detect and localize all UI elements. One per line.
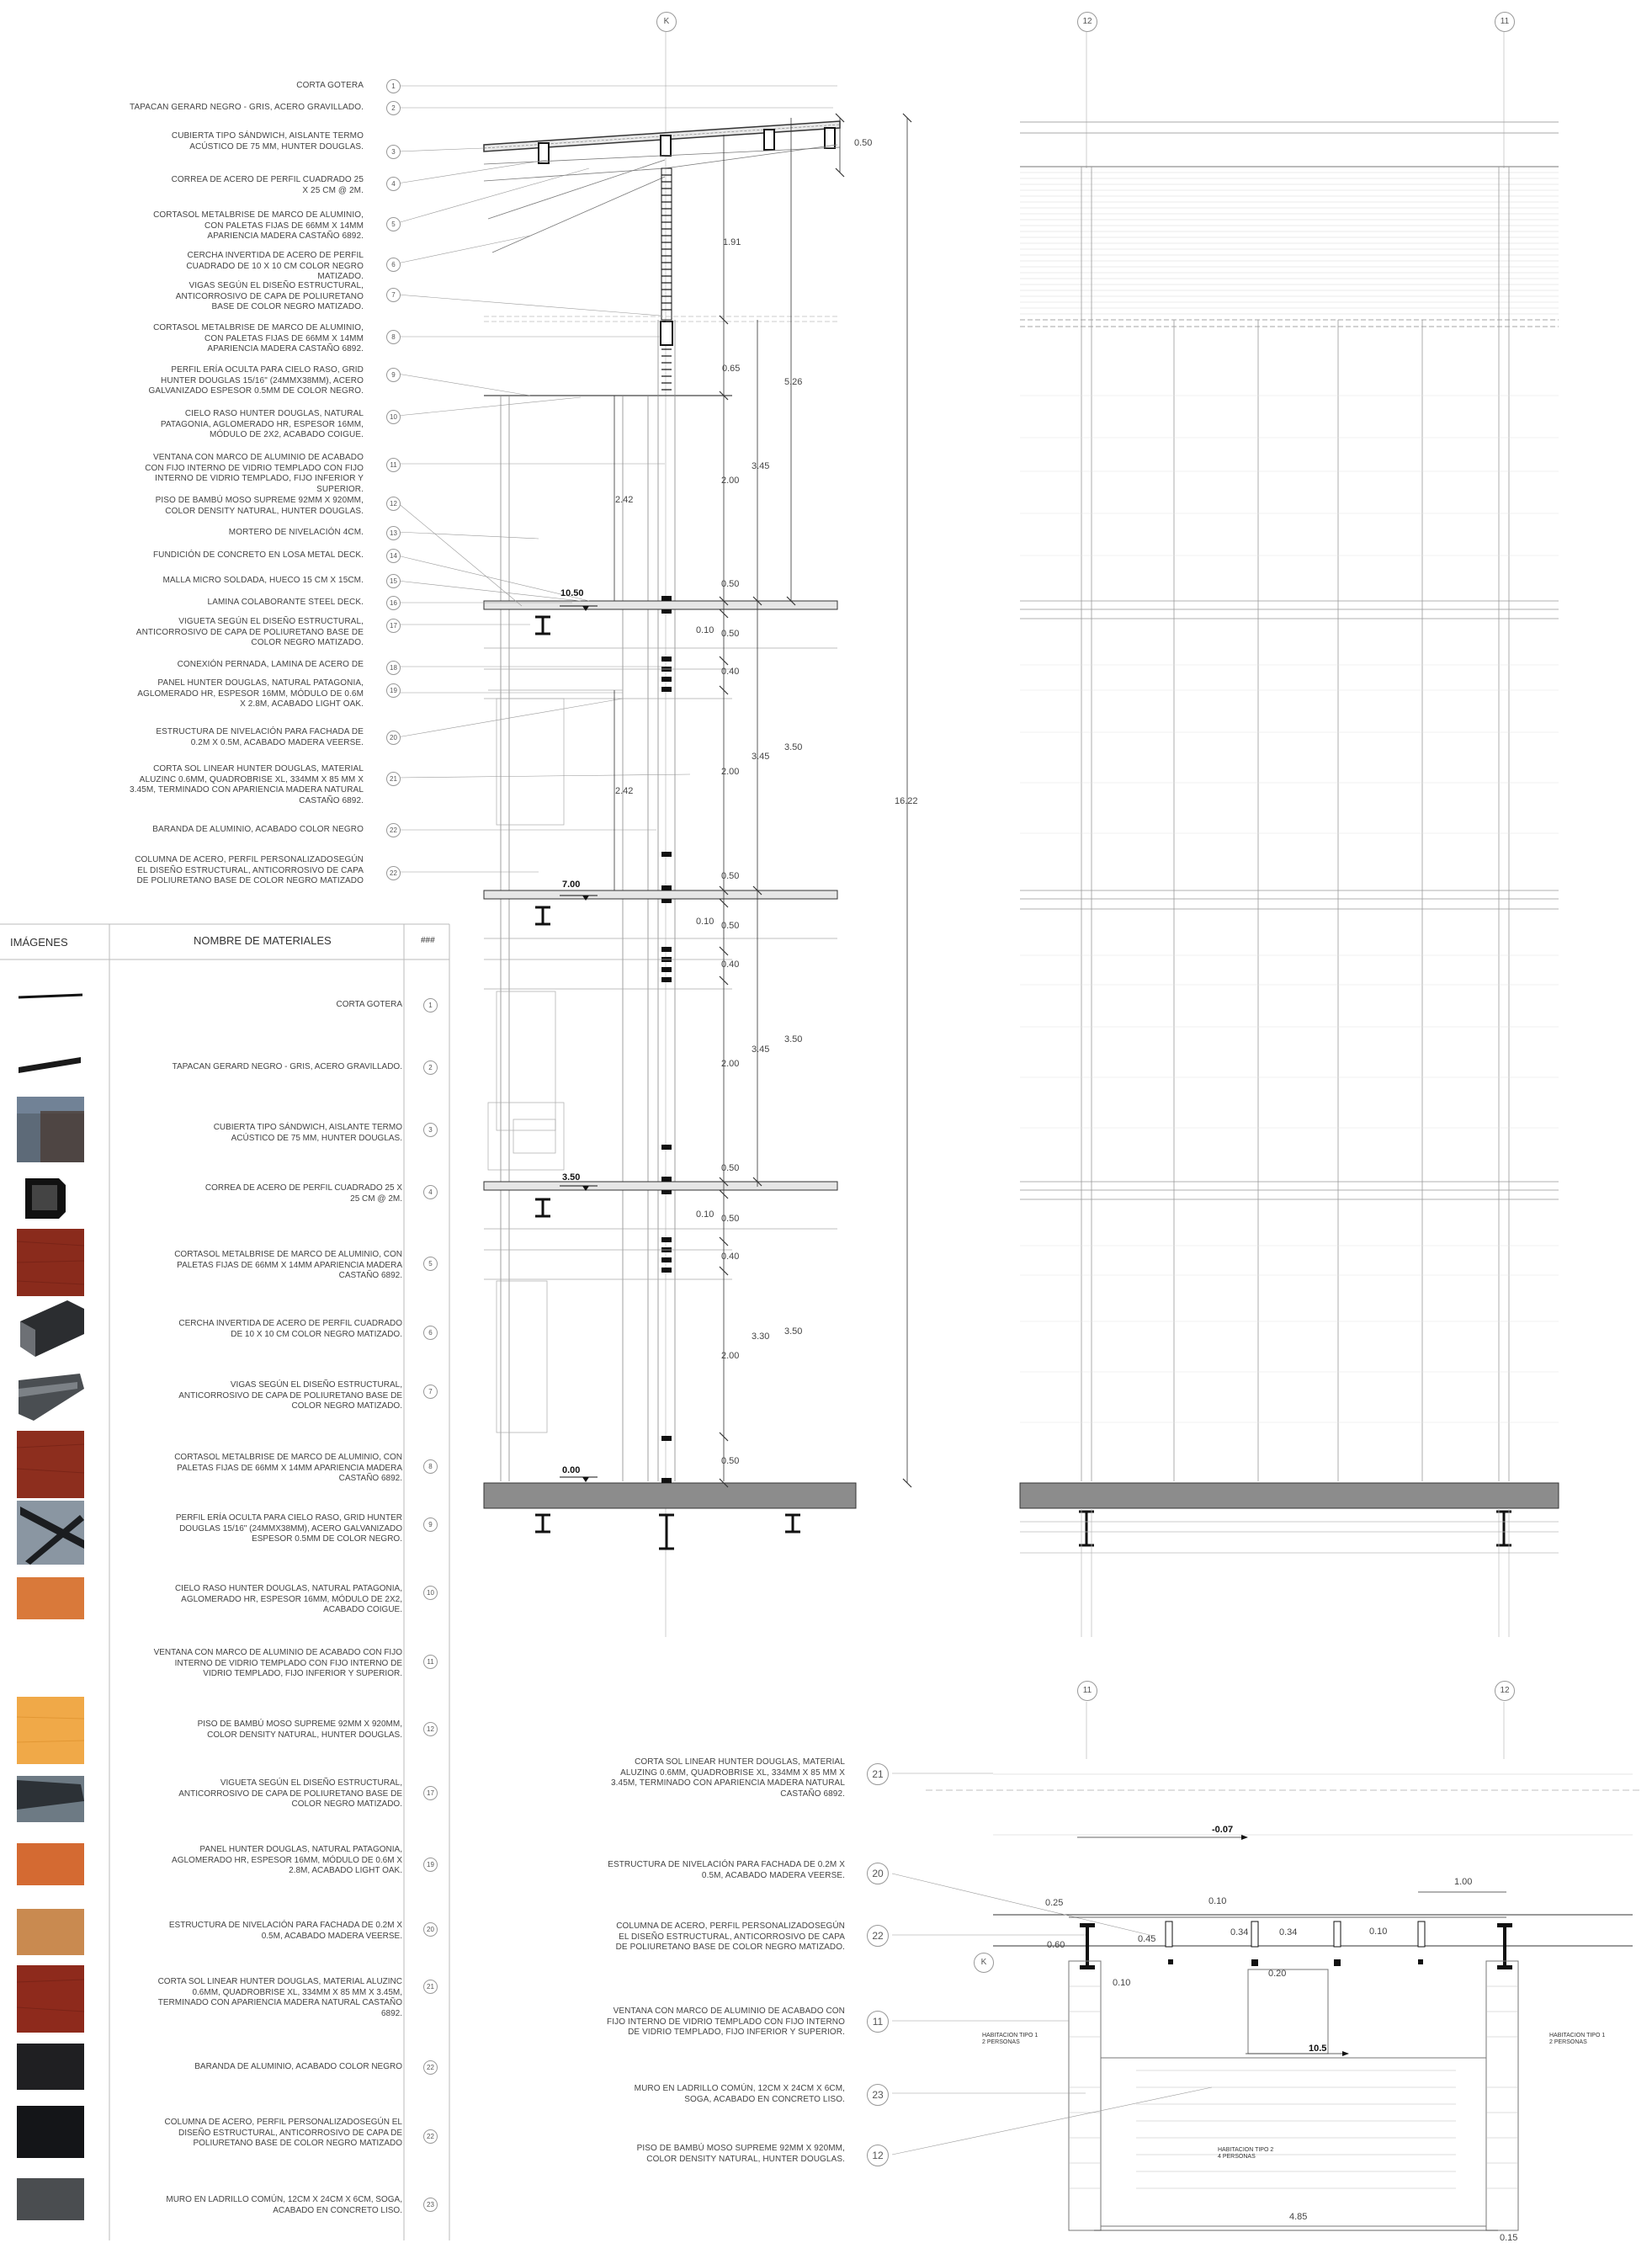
section-note-12: PISO DE BAMBÚ MOSO SUPREME 92MM X 920MM, COLOR DENSITY NATURAL, HUNTER DOUGLAS. — [155, 496, 364, 516]
plan-note-number: 12 — [867, 2145, 889, 2166]
dim-1-91: 1.91 — [723, 237, 741, 247]
section-note-number: 14 — [386, 549, 401, 563]
table-row-number: 10 — [423, 1586, 438, 1600]
table-row-text: TAPACAN GERARD NEGRO - GRIS, ACERO GRAVILLADO. — [172, 1062, 402, 1071]
section-note-21: CORTA SOL LINEAR HUNTER DOUGLAS, MATERIAL ALUZINC 0.6MM, QUADROBRISE XL, 334MM X 85 MM X 3.45M, TERMINADO CON APARIENCIA MADERA NATURAL CASTAÑO 6892. — [130, 764, 364, 805]
plan-level-neg: -0.07 — [1212, 1825, 1234, 1835]
table-row-text: PISO DE BAMBÚ MOSO SUPREME 92MM X 920MM, COLOR DENSITY NATURAL, HUNTER DOUGLAS. — [197, 1719, 402, 1740]
table-row-number: 12 — [423, 1722, 438, 1736]
plan-dim-0-10-c: 0.10 — [1113, 1978, 1131, 1988]
section-note-number: 13 — [386, 526, 401, 540]
section-note-6: CERCHA INVERTIDA DE ACERO DE PERFIL CUADRADO DE 10 X 10 CM COLOR NEGRO MATIZADO. — [186, 251, 364, 281]
section-note-number: 22 — [386, 866, 401, 880]
section-note-19: PANEL HUNTER DOUGLAS, NATURAL PATAGONIA, AGLOMERADO HR, ESPESOR 16MM, MÓDULO DE 0.6M X 2.8M, ACABADO LIGHT OAK. — [137, 678, 364, 709]
table-row-number: 11 — [423, 1655, 438, 1669]
room-label-left: HABITACION TIPO 1 2 PERSONAS — [982, 2033, 1038, 2045]
room-label-bottom: HABITACION TIPO 2 4 PERSONAS — [1218, 2147, 1274, 2160]
floor-slabs — [484, 601, 856, 1508]
dim-0-50-e: 0.50 — [721, 1163, 740, 1173]
table-row-text: CERCHA INVERTIDA DE ACERO DE PERFIL CUADRADO DE 10 X 10 CM COLOR NEGRO MATIZADO. — [178, 1319, 402, 1339]
section-note-number: 5 — [386, 217, 401, 231]
table-header-number: ### — [421, 936, 435, 945]
table-row-text: CORTASOL METALBRISE DE MARCO DE ALUMINIO, CON PALETAS FIJAS DE 66MM X 14MM APARIENCIA MADERA CASTAÑO 6892. — [174, 1250, 402, 1280]
dim-2-00-b: 2.00 — [721, 767, 740, 777]
section-note-number: 10 — [386, 410, 401, 424]
section-note-number: 12 — [386, 497, 401, 511]
dim-2-00-c: 2.00 — [721, 1059, 740, 1069]
section-note-number: 7 — [386, 288, 401, 302]
section-note-9: PERFIL ERÍA OCULTA PARA CIELO RASO, GRID HUNTER DOUGLAS 15/16" (24MMX38MM), ACERO GALVANIZADO ESPESOR 0.5MM DE COLOR NEGRO. — [148, 365, 364, 396]
section-note-number: 6 — [386, 258, 401, 272]
section-note-5: CORTASOL METALBRISE DE MARCO DE ALUMINIO, CON PALETAS FIJAS DE 66MM X 14MM APARIENCIA MADERA CASTAÑO 6892. — [153, 210, 364, 241]
dim-3-45-b: 3.45 — [752, 752, 770, 762]
wall-section-drawing — [397, 86, 911, 1549]
level-3-50: 3.50 — [562, 1172, 581, 1183]
dim-5-26: 5.26 — [784, 377, 803, 387]
dim-0-10-c: 0.10 — [696, 1209, 714, 1220]
dim-2-42-b: 2.42 — [615, 786, 634, 796]
room-label-right: HABITACION TIPO 1 2 PERSONAS — [1549, 2033, 1606, 2045]
plan-dim-0-10-a: 0.10 — [1208, 1896, 1227, 1906]
dim-2-42-a: 2.42 — [615, 495, 634, 505]
plan-dim-0-60: 0.60 — [1047, 1940, 1065, 1950]
section-note-16: LAMINA COLABORANTE STEEL DECK. — [207, 598, 364, 607]
table-row-text: ESTRUCTURA DE NIVELACIÓN PARA FACHADA DE 0.2M X 0.5M, ACABADO MADERA VEERSE. — [168, 1921, 402, 1941]
table-row-number: 19 — [423, 1858, 438, 1872]
section-note-number: 21 — [386, 772, 401, 786]
material-swatches — [17, 995, 84, 2220]
plan-dim-0-10-b: 0.10 — [1369, 1927, 1388, 1937]
plan-note-number: 20 — [867, 1863, 889, 1884]
table-row-number: 1 — [423, 998, 438, 1013]
table-row-text: VENTANA CON MARCO DE ALUMINIO DE ACABADO CON FIJO INTERNO DE VIDRIO TEMPLADO CON FIJO INTERNO DE VIDRIO TEMPLADO, FIJO INFERIOR Y SUPERIOR. — [153, 1648, 402, 1678]
plan-note-number: 22 — [867, 1925, 889, 1947]
dim-3-50-a: 3.50 — [784, 742, 803, 752]
plan-dim-4-85: 4.85 — [1289, 2212, 1308, 2222]
dim-3-50-c: 3.50 — [784, 1326, 803, 1337]
section-note-number: 17 — [386, 619, 401, 633]
dim-3-30: 3.30 — [752, 1331, 770, 1342]
section-note-18: CONEXIÓN PERNADA, LAMINA DE ACERO DE — [177, 660, 364, 669]
section-note-1: CORTA GOTERA — [296, 81, 364, 90]
section-note-14: FUNDICIÓN DE CONCRETO EN LOSA METAL DECK. — [152, 550, 364, 560]
section-note-8: CORTASOL METALBRISE DE MARCO DE ALUMINIO, CON PALETAS FIJAS DE 66MM X 14MM APARIENCIA MADERA CASTAÑO 6892. — [153, 323, 364, 353]
plan-dim-0-20: 0.20 — [1268, 1969, 1287, 1979]
plan-dim-1-00: 1.00 — [1454, 1877, 1473, 1887]
dim-3-45-a: 3.45 — [752, 461, 770, 471]
level-10-50: 10.50 — [560, 588, 584, 598]
section-note-number: 20 — [386, 731, 401, 745]
table-row-number: 22 — [423, 2129, 438, 2144]
plan-grid-bubble-11: 11 — [1077, 1681, 1097, 1701]
table-header-materials: NOMBRE DE MATERIALES — [194, 934, 332, 947]
table-row-text: PANEL HUNTER DOUGLAS, NATURAL PATAGONIA, AGLOMERADO HR, ESPESOR 16MM, MÓDULO DE 0.6M X 2.8M, ACABADO LIGHT OAK. — [172, 1845, 402, 1875]
section-note-number: 16 — [386, 596, 401, 610]
level-0-00: 0.00 — [562, 1465, 581, 1475]
table-row-number: 4 — [423, 1185, 438, 1199]
plan-note-11: VENTANA CON MARCO DE ALUMINIO DE ACABADO CON FIJO INTERNO DE VIDRIO TEMPLADO CON FIJO INTERNO DE VIDRIO TEMPLADO, FIJO INFERIOR Y SUPERIOR. — [607, 2006, 845, 2037]
section-note-17: VIGUETA SEGÚN EL DISEÑO ESTRUCTURAL, ANTICORROSIVO DE CAPA DE POLIURETANO BASE DE COLOR NEGRO MATIZADO. — [135, 617, 364, 647]
plan-dim-0-34-b: 0.34 — [1279, 1927, 1298, 1937]
dim-roof: 0.50 — [854, 138, 873, 148]
section-note-number: 9 — [386, 368, 401, 382]
table-row-text: CORTA GOTERA — [336, 1000, 402, 1009]
section-note-13: MORTERO DE NIVELACIÓN 4CM. — [228, 528, 364, 537]
table-row-text: CORREA DE ACERO DE PERFIL CUADRADO 25 X 25 CM @ 2M. — [205, 1183, 402, 1204]
plan-dim-0-25: 0.25 — [1045, 1898, 1064, 1908]
dim-0-40-a: 0.40 — [721, 667, 740, 677]
table-row-number: 6 — [423, 1326, 438, 1340]
section-note-15: MALLA MICRO SOLDADA, HUECO 15 CM X 15CM. — [162, 576, 364, 585]
dim-0-50-b: 0.50 — [721, 629, 740, 639]
section-note-2: TAPACAN GERARD NEGRO - GRIS, ACERO GRAVILLADO. — [130, 103, 364, 112]
plan-note-22: COLUMNA DE ACERO, PERFIL PERSONALIZADOSEGÚN EL DISEÑO ESTRUCTURAL, ANTICORROSIVO DE CAPA DE POLIURETANO BASE DE COLOR NEGRO MATIZADO. — [615, 1921, 845, 1952]
section-note-number: 15 — [386, 574, 401, 588]
dim-0-50-g: 0.50 — [721, 1456, 740, 1466]
section-note-3: CUBIERTA TIPO SÁNDWICH, AISLANTE TERMO ACÚSTICO DE 75 MM, HUNTER DOUGLAS. — [171, 131, 364, 151]
dim-0-10-a: 0.10 — [696, 625, 714, 635]
table-row-number: 7 — [423, 1385, 438, 1399]
section-note-22-railing: BARANDA DE ALUMINIO, ACABADO COLOR NEGRO — [152, 825, 364, 834]
dim-16-22: 16.22 — [895, 796, 918, 806]
table-row-number: 21 — [423, 1980, 438, 1994]
table-row-text: PERFIL ERÍA OCULTA PARA CIELO RASO, GRID HUNTER DOUGLAS 15/16" (24MMX38MM), ACERO GALVANIZADO ESPESOR 0.5MM DE COLOR NEGRO. — [175, 1513, 402, 1544]
plan-note-number: 11 — [867, 2011, 889, 2033]
dim-3-45-c: 3.45 — [752, 1044, 770, 1055]
table-row-text: CORTASOL METALBRISE DE MARCO DE ALUMINIO, CON PALETAS FIJAS DE 66MM X 14MM APARIENCIA MADERA CASTAÑO 6892. — [174, 1453, 402, 1483]
section-note-22-column: COLUMNA DE ACERO, PERFIL PERSONALIZADOSEGÚN EL DISEÑO ESTRUCTURAL, ANTICORROSIVO DE CAPA DE POLIURETANO BASE DE COLOR NEGRO MATIZADO — [135, 855, 364, 885]
table-row-number: 23 — [423, 2198, 438, 2212]
section-note-number: 4 — [386, 177, 401, 191]
plan-level-10-5: 10.5 — [1309, 2044, 1327, 2054]
table-row-number: 3 — [423, 1123, 438, 1137]
section-note-number: 11 — [386, 458, 401, 472]
table-row-number: 5 — [423, 1257, 438, 1271]
table-row-text: CUBIERTA TIPO SÁNDWICH, AISLANTE TERMO ACÚSTICO DE 75 MM, HUNTER DOUGLAS. — [213, 1123, 402, 1143]
grid-axis-bubble-11: 11 — [1495, 12, 1515, 32]
table-row-number: 8 — [423, 1459, 438, 1474]
plan-dim-0-45: 0.45 — [1138, 1934, 1156, 1944]
table-row-text: VIGUETA SEGÚN EL DISEÑO ESTRUCTURAL, ANTICORROSIVO DE CAPA DE POLIURETANO BASE DE COLOR NEGRO MATIZADO. — [178, 1778, 402, 1809]
section-note-number: 22 — [386, 823, 401, 837]
section-note-number: 8 — [386, 330, 401, 344]
table-row-number: 17 — [423, 1786, 438, 1800]
dim-0-65: 0.65 — [722, 364, 741, 374]
plan-grid-bubble-12: 12 — [1495, 1681, 1515, 1701]
section-note-20: ESTRUCTURA DE NIVELACIÓN PARA FACHADA DE 0.2M X 0.5M, ACABADO MADERA VEERSE. — [156, 727, 364, 747]
table-row-text: MURO EN LADRILLO COMÚN, 12CM X 24CM X 6CM, SOGA, ACABADO EN CONCRETO LISO. — [166, 2195, 402, 2215]
section-note-number: 2 — [386, 101, 401, 115]
plan-detail-drawing — [892, 1773, 1641, 2230]
dim-0-40-c: 0.40 — [721, 1252, 740, 1262]
plan-note-number: 23 — [867, 2084, 889, 2106]
dim-0-10-b: 0.10 — [696, 917, 714, 927]
dim-0-50-a: 0.50 — [721, 579, 740, 589]
table-row-text: VIGAS SEGÚN EL DISEÑO ESTRUCTURAL, ANTICORROSIVO DE CAPA DE POLIURETANO BASE DE COLOR NEGRO MATIZADO. — [178, 1380, 402, 1411]
grid-axis-bubble-k: K — [656, 12, 677, 32]
section-note-7: VIGAS SEGÚN EL DISEÑO ESTRUCTURAL, ANTICORROSIVO DE CAPA DE POLIURETANO BASE DE COLOR NEGRO MATIZADO. — [175, 281, 364, 311]
plan-dim-0-15: 0.15 — [1500, 2233, 1518, 2243]
plan-note-23: MURO EN LADRILLO COMÚN, 12CM X 24CM X 6CM, SOGA, ACABADO EN CONCRETO LISO. — [634, 2084, 845, 2104]
plan-note-12: PISO DE BAMBÚ MOSO SUPREME 92MM X 920MM, COLOR DENSITY NATURAL, HUNTER DOUGLAS. — [636, 2144, 845, 2164]
dim-2-00-a: 2.00 — [721, 476, 740, 486]
dim-0-50-f: 0.50 — [721, 1214, 740, 1224]
section-note-4: CORREA DE ACERO DE PERFIL CUADRADO 25 X 25 CM @ 2M. — [171, 175, 364, 195]
table-row-number: 9 — [423, 1517, 438, 1532]
section-note-number: 18 — [386, 661, 401, 675]
table-row-text: CIELO RASO HUNTER DOUGLAS, NATURAL PATAGONIA, AGLOMERADO HR, ESPESOR 16MM, MÓDULO DE 2X2, ACABADO COIGUE. — [174, 1584, 402, 1614]
table-row-number: 20 — [423, 1922, 438, 1937]
table-row-text: BARANDA DE ALUMINIO, ACABADO COLOR NEGRO — [194, 2062, 402, 2071]
dim-2-00-d: 2.00 — [721, 1351, 740, 1361]
section-note-11: VENTANA CON MARCO DE ALUMINIO DE ACABADO CON FIJO INTERNO DE VIDRIO TEMPLADO CON FIJO INTERNO DE VIDRIO TEMPLADO, FIJO INFERIOR Y SUPERIOR. — [145, 453, 364, 494]
table-header-images: IMÁGENES — [10, 936, 68, 949]
section-note-number: 19 — [386, 683, 401, 698]
table-row-text: CORTA SOL LINEAR HUNTER DOUGLAS, MATERIAL ALUZINC 0.6MM, QUADROBRISE XL, 334MM X 85 MM X 3.45M, TERMINADO CON APARIENCIA MADERA NATURAL CASTAÑO 6892. — [157, 1977, 402, 2018]
plan-grid-bubble-k: K — [974, 1953, 994, 1973]
table-row-text: COLUMNA DE ACERO, PERFIL PERSONALIZADOSEGÚN EL DISEÑO ESTRUCTURAL, ANTICORROSIVO DE CAPA DE POLIURETANO BASE DE COLOR NEGRO MATIZADO — [164, 2118, 402, 2148]
dim-0-50-c: 0.50 — [721, 871, 740, 881]
section-note-10: CIELO RASO HUNTER DOUGLAS, NATURAL PATAGONIA, AGLOMERADO HR, ESPESOR 16MM, MÓDULO DE 2X2, ACABADO COIGUE. — [160, 409, 364, 439]
level-7-00: 7.00 — [562, 880, 581, 890]
dim-3-50-b: 3.50 — [784, 1034, 803, 1044]
plan-note-20: ESTRUCTURA DE NIVELACIÓN PARA FACHADA DE 0.2M X 0.5M, ACABADO MADERA VEERSE. — [608, 1860, 845, 1880]
section-note-number: 1 — [386, 79, 401, 93]
table-row-number: 22 — [423, 2060, 438, 2075]
grid-axis-bubble-12: 12 — [1077, 12, 1097, 32]
plan-note-21: CORTA SOL LINEAR HUNTER DOUGLAS, MATERIAL ALUZING 0.6MM, QUADROBRISE XL, 334MM X 85 MM X 3.45M, TERMINADO CON APARIENCIA MADERA NATURAL CASTAÑO 6892. — [611, 1757, 845, 1799]
plan-dim-0-34-a: 0.34 — [1230, 1927, 1249, 1937]
plan-note-number: 21 — [867, 1763, 889, 1785]
table-row-number: 2 — [423, 1060, 438, 1075]
facade-elevation-drawing — [1020, 122, 1559, 1637]
louver-column — [661, 168, 672, 390]
dim-0-50-d: 0.50 — [721, 921, 740, 931]
dim-0-40-b: 0.40 — [721, 959, 740, 970]
section-note-number: 3 — [386, 145, 401, 159]
